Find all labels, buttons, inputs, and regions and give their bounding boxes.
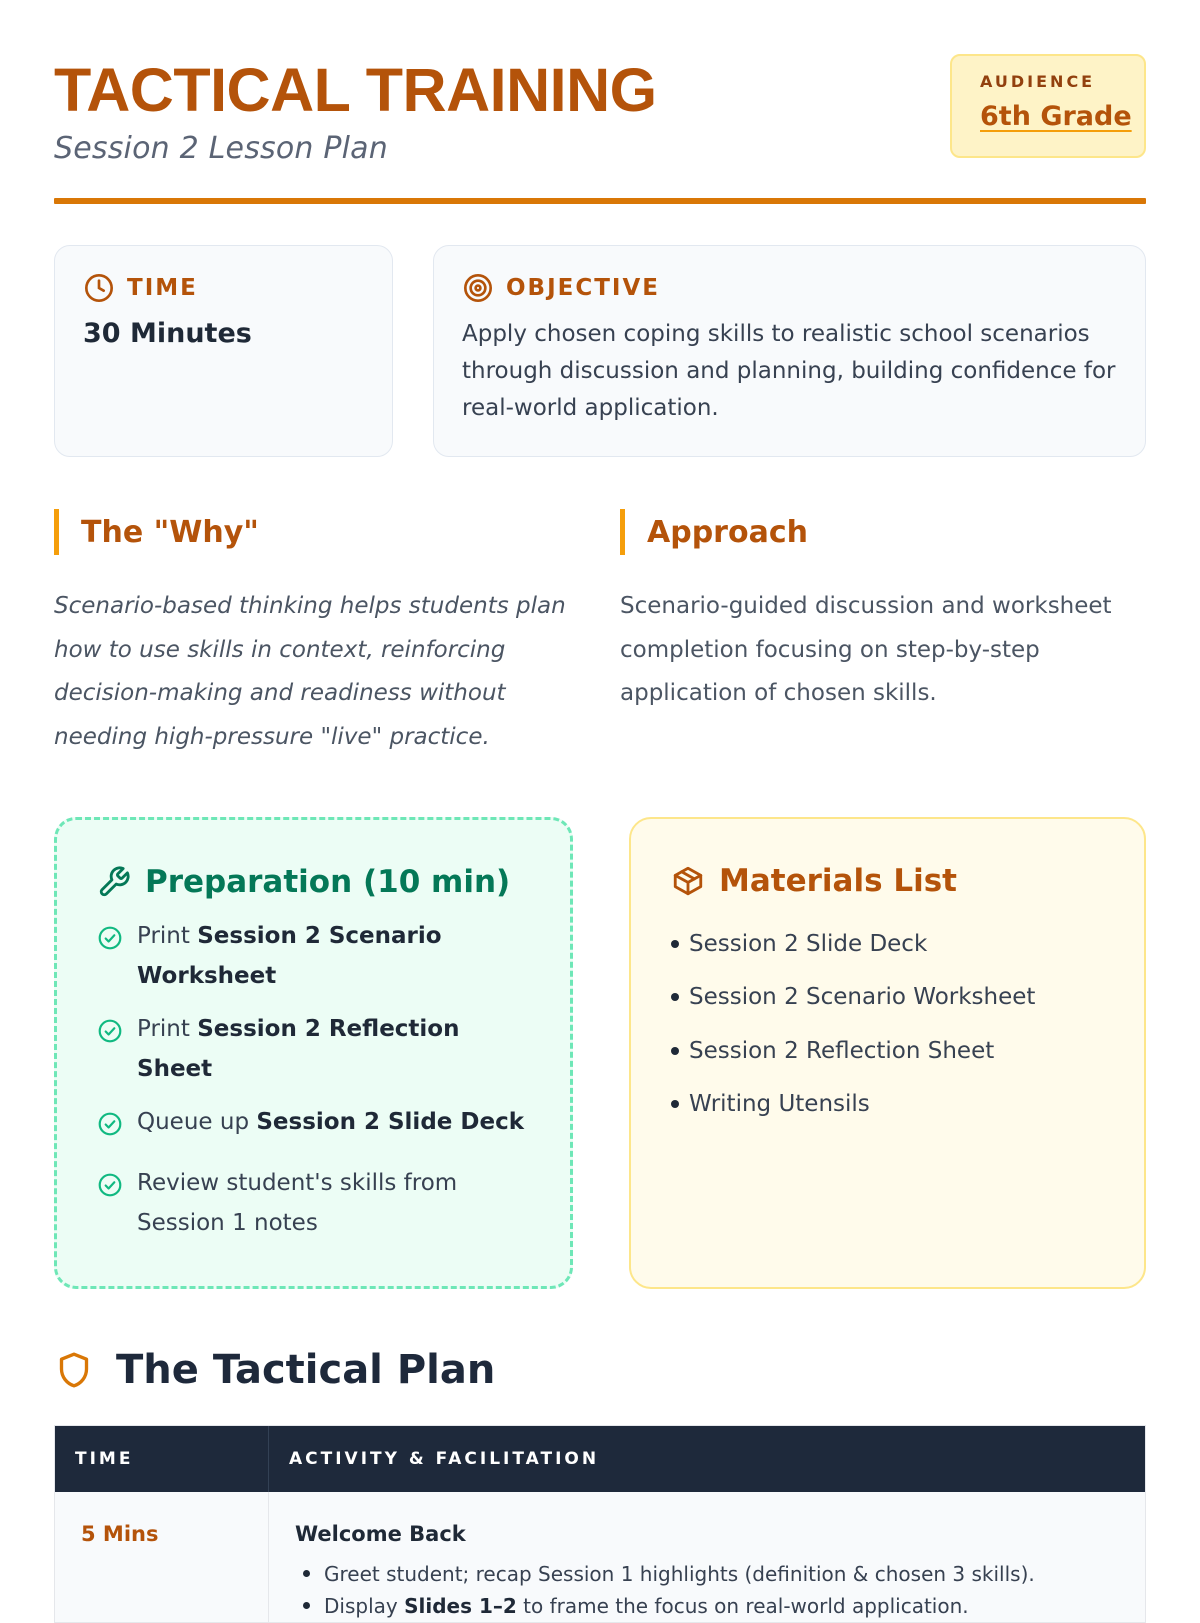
- approach-text: Scenario-guided discussion and worksheet completion focusing on step-by-step application of chosen skills.: [620, 593, 1112, 706]
- why-heading: The "Why": [54, 509, 580, 555]
- preparation-box: [54, 817, 573, 1289]
- plan-header: [54, 1347, 1146, 1393]
- materials-list: [671, 917, 1104, 1131]
- prep-item-text: Print Session 2 Scenario Worksheet: [137, 923, 442, 989]
- col-time-header: TIME: [55, 1426, 269, 1492]
- materials-header: [671, 863, 1104, 899]
- check-circle-icon: [97, 1110, 123, 1150]
- page-subtitle: Session 2 Lesson Plan: [54, 131, 388, 166]
- wrench-icon: [97, 865, 131, 899]
- prep-item: [97, 916, 530, 996]
- prep-item-text: Queue up Session 2 Slide Deck: [137, 1109, 525, 1135]
- row-time: 5 Mins: [55, 1492, 269, 1622]
- title-block: [54, 54, 657, 166]
- activity-bullets: [295, 1558, 1145, 1622]
- objective-text: Apply chosen coping skills to realistic school scenarios through discussion and planning, building confidence for real-world application.: [462, 321, 1116, 421]
- prep-item: [97, 1009, 530, 1089]
- bullet: [671, 1100, 679, 1108]
- page-title: TACTICAL TRAINING: [54, 56, 657, 124]
- preparation-header: [97, 864, 530, 900]
- time-label: TIME: [127, 275, 198, 301]
- prep-materials-section: [54, 817, 1146, 1289]
- preparation-list: [97, 916, 530, 1243]
- bullet: [671, 993, 679, 1001]
- check-circle-icon: [97, 1171, 123, 1243]
- bullet: [303, 1570, 310, 1577]
- check-circle-icon: [97, 1017, 123, 1089]
- bullet: [671, 940, 679, 948]
- time-card: [54, 245, 393, 457]
- header: [54, 54, 1146, 166]
- package-icon: [671, 864, 705, 898]
- prep-item-text: Print Session 2 Reflection Sheet: [137, 1016, 460, 1082]
- objective-card: [433, 245, 1146, 457]
- audience-value: 6th Grade: [980, 101, 1132, 132]
- why-text: Scenario-based thinking helps students plan how to use skills in context, reinforcing decision-making and readiness without needing high-pressure "live" practice.: [54, 593, 566, 750]
- materials-heading: Materials List: [719, 863, 957, 899]
- objective-card-header: [462, 272, 1117, 304]
- material-item: Session 2 Slide Deck: [671, 917, 1104, 971]
- time-card-header: [83, 272, 364, 304]
- why-column: [54, 509, 580, 759]
- clock-icon: [83, 272, 115, 304]
- preparation-heading: Preparation (10 min): [145, 864, 511, 900]
- why-approach-section: [54, 509, 1146, 759]
- plan-heading: The Tactical Plan: [116, 1347, 496, 1393]
- table-header: [55, 1426, 1145, 1492]
- row-activity: [269, 1492, 1145, 1622]
- info-row: [54, 245, 1146, 457]
- approach-heading: Approach: [620, 509, 1146, 555]
- target-icon: [462, 272, 494, 304]
- col-activity-header: ACTIVITY & FACILITATION: [289, 1449, 600, 1469]
- material-item: Writing Utensils: [671, 1078, 1104, 1132]
- prep-item: [97, 1102, 530, 1150]
- bullet: [671, 1047, 679, 1055]
- activity-bullet: Display Slides 1–2 to frame the focus on real-world application.: [295, 1590, 1145, 1622]
- bullet: [303, 1602, 310, 1609]
- prep-item-text: Review student's skills from Session 1 notes: [137, 1170, 458, 1236]
- materials-box: [629, 817, 1146, 1289]
- material-item: Session 2 Reflection Sheet: [671, 1024, 1104, 1078]
- time-value: 30 Minutes: [83, 318, 252, 349]
- objective-label: OBJECTIVE: [506, 275, 660, 301]
- table-row: [55, 1492, 1145, 1622]
- header-divider: [54, 198, 1146, 204]
- material-item: Session 2 Scenario Worksheet: [671, 971, 1104, 1025]
- plan-table: [54, 1425, 1146, 1623]
- audience-badge: [950, 54, 1146, 158]
- activity-bullet: Greet student; recap Session 1 highlights (definition & chosen 3 skills).: [295, 1558, 1145, 1590]
- check-circle-icon: [97, 924, 123, 996]
- approach-column: [620, 509, 1146, 759]
- activity-title: Welcome Back: [295, 1522, 466, 1546]
- prep-item: [97, 1163, 530, 1243]
- audience-label: AUDIENCE: [980, 72, 1096, 91]
- shield-icon: [54, 1350, 94, 1390]
